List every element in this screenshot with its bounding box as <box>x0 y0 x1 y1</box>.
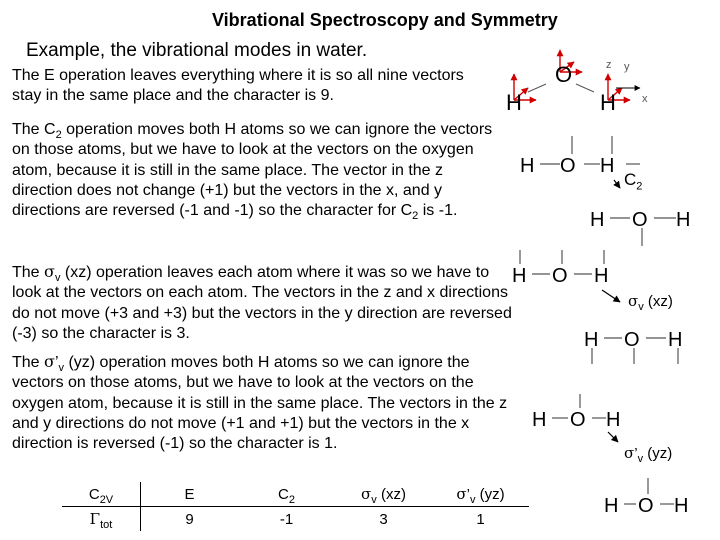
sigma-v-prime-operation-label: $\sigma’_v$ (yz) <box>624 444 673 465</box>
character-table <box>62 482 529 531</box>
character-cell: 9 <box>185 510 194 528</box>
hydrogen-atom-label: H <box>676 209 691 231</box>
hydrogen-atom-label: H <box>520 155 535 177</box>
hydrogen-atom-label: H <box>668 329 683 351</box>
hydrogen-atom-label: H <box>512 265 527 287</box>
oxygen-atom-label: O <box>624 329 640 351</box>
axis-z-label: z <box>606 59 612 71</box>
hydrogen-atom-label: H <box>600 155 615 177</box>
hydrogen-atom-label: H <box>594 265 609 287</box>
oxygen-atom-label: O <box>632 209 648 231</box>
hydrogen-atom-label: H <box>584 329 599 351</box>
hydrogen-atom-label: H <box>604 495 619 517</box>
paragraph-c2-operation: The $C_2$ operation moves both H atoms so we can ignore the vectors on those atoms, but we have to look at the vectors on the oxygen atom, because it is still in the same place. The vector in the z direction does not change (+1) but the vectors in the x, and y directions are reversed (-1 and -1) so the character for $C_2$ is -1. <box>12 121 493 223</box>
oxygen-atom-label: O <box>570 409 586 431</box>
axis-x-label: x <box>642 93 648 105</box>
op-sigma-v-prime-cell: $\sigma’_v$ (yz) <box>432 482 529 507</box>
c2-arrow <box>614 180 620 188</box>
oxygen-atom-label: O <box>638 495 654 517</box>
table-row <box>62 482 529 507</box>
page-title: Vibrational Spectroscopy and Symmetry <box>212 10 558 30</box>
oxygen-atom-label: O <box>560 155 576 177</box>
subtitle: Example, the vibrational modes in water. <box>26 40 368 61</box>
oxygen-atom-label: O <box>555 62 573 87</box>
c2-operation-label: $C_2$ <box>624 170 643 193</box>
op-e-cell: E <box>141 482 239 507</box>
op-c2-cell: $C_2$ <box>238 482 335 507</box>
hydrogen-atom-label: H <box>674 495 689 517</box>
hydrogen-atom-label: H <box>532 409 547 431</box>
gamma-tot-cell: $\Gamma_{tot}$ <box>62 507 141 532</box>
hydrogen-atom-label: H <box>506 90 522 115</box>
sigma-v-prime-arrow <box>608 432 618 442</box>
sigma-v-arrow <box>602 290 620 302</box>
water-molecule-e <box>514 50 640 100</box>
character-cell: 3 <box>379 510 388 528</box>
paragraph-e-operation: The E operation leaves everything where it is so all nine vectors stay in the same place and the character is 9. <box>12 67 464 105</box>
op-sigma-v-cell: $\sigma_v$ (xz) <box>335 482 432 507</box>
character-cell: 1 <box>476 510 485 528</box>
hydrogen-atom-label: H <box>606 409 621 431</box>
table-row <box>62 507 529 532</box>
water-molecule-c2-before <box>540 136 640 164</box>
character-cell: -1 <box>279 510 294 528</box>
hydrogen-atom-label: H <box>590 209 605 231</box>
oxygen-atom-label: O <box>552 265 568 287</box>
hydrogen-atom-label: H <box>600 90 616 115</box>
paragraph-sigma-v-operation: The $\sigma_v$ (xz) operation leaves each atom where it was so we have to look at the vectors on each atom. The vectors in the z and x directions do not move (+3 and +3) but the vectors in the y direction are reversed (-3) so the character is 3. <box>12 262 512 342</box>
point-group-cell: $C_{2V}$ <box>62 482 141 507</box>
paragraph-sigma-v-prime-operation: The $\sigma’_v$ (yz) operation moves both H atoms so we can ignore the vectors on those atoms, but we have to look at the vectors on the oxygen atom, because it is still in the same place. The vectors in the z and y directions do not move (+1 and +1) but the vectors in the x direction is reversed (-1) so the character is 1. <box>12 352 508 453</box>
sigma-v-operation-label: $\sigma_v$ (xz) <box>628 292 673 313</box>
axis-y-label: y <box>624 61 630 73</box>
